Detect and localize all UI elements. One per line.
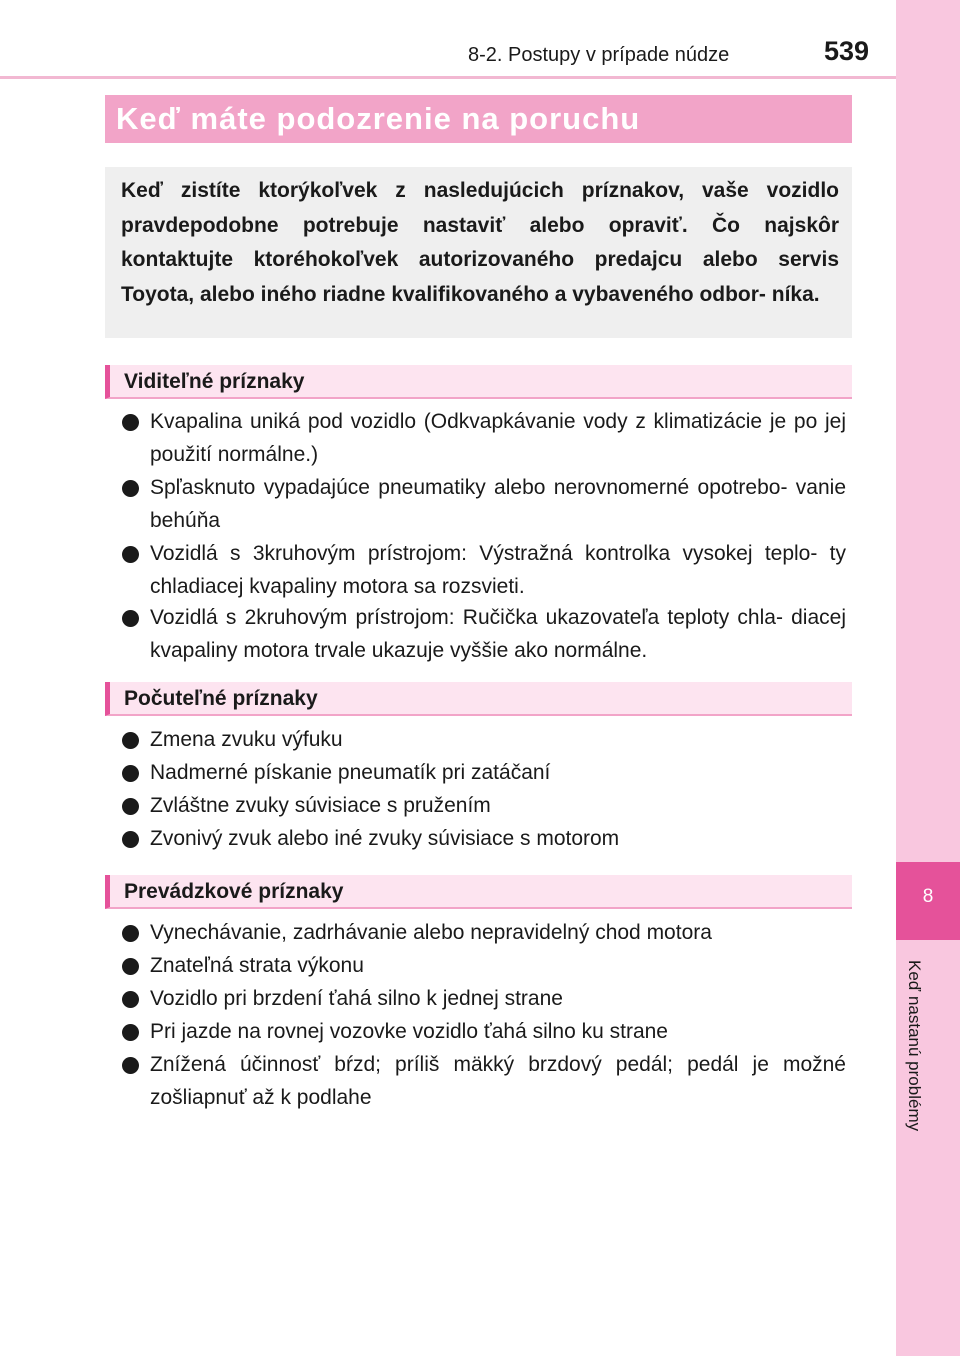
list-item: Zmena zvuku výfuku [122,723,846,756]
bullet-icon [122,765,139,782]
section-heading-label: Viditeľné príznaky [124,370,305,393]
section-label: 8-2. Postupy v prípade núdze [468,44,730,66]
section-heading-audible [105,682,852,716]
bullet-icon [122,414,139,431]
list-item: Zvonivý zvuk alebo iné zvuky súvisiace s motorom [122,822,846,855]
section-heading-label: Počuteľné príznaky [124,687,318,710]
list-item: Nadmerné pískanie pneumatík pri zatáčaní [122,756,846,789]
bullet-icon [122,610,139,627]
list-item: Znateľná strata výkonu [122,949,846,982]
bullet-icon [122,831,139,848]
chapter-title: Keď nastanú problémy [905,960,924,1132]
header-rule [0,76,896,79]
section-heading-operational [105,875,852,909]
bullet-icon [122,1024,139,1041]
list-item: Vozidlá s 2kruhovým prístrojom: Ručička ukazovateľa teploty chla- diacej kvapaliny motora trvale ukazuje vyššie ako normálne. [122,601,846,667]
bullet-icon [122,958,139,975]
bullet-icon [122,480,139,497]
bullet-icon [122,991,139,1008]
bullet-icon [122,732,139,749]
section-heading-visible [105,365,852,399]
chapter-number: 8 [922,886,934,907]
intro-text: Keď zistíte ktorýkoľvek z nasledujúcich príznakov, vaše vozidlo pravdepodobne potrebuje nastaviť alebo opraviť. Čo najskôr kontaktujte ktoréhokoľvek autorizovaného predajcu alebo servis Toyota, alebo iného riadne kvalifikovaného a vybaveného odbor- níka. [121,179,839,306]
page-title: Keď máte podozrenie na poruchu [116,101,641,136]
list-item: Pri jazde na rovnej vozovke vozidlo ťahá silno ku strane [122,1015,846,1048]
list-item: Vozidlo pri brzdení ťahá silno k jednej strane [122,982,846,1015]
bullet-icon [122,1057,139,1074]
list-item: Kvapalina uniká pod vozidlo (Odkvapkávanie vody z klimatizácie je po jej použití normálne.) [122,405,846,471]
section-heading-label: Prevádzkové príznaky [124,880,344,903]
list-item: Spľasknuto vypadajúce pneumatiky alebo nerovnomerné opotrebo- vanie behúňa [122,471,846,537]
bullet-icon [122,798,139,815]
page-number: 539 [824,36,870,66]
list-item: Vozidlá s 3kruhovým prístrojom: Výstražná kontrolka vysokej teplo- ty chladiacej kvapaliny motora sa rozsvieti. [122,537,846,603]
list-item: Znížená účinnosť bŕzd; príliš mäkký brzdový pedál; pedál je možné zošliapnuť až k podlahe [122,1048,846,1114]
bullet-icon [122,925,139,942]
bullet-icon [122,546,139,563]
list-item: Zvláštne zvuky súvisiace s pružením [122,789,846,822]
list-item: Vynechávanie, zadrhávanie alebo nepravidelný chod motora [122,916,846,949]
chapter-side-tab [896,0,960,1356]
